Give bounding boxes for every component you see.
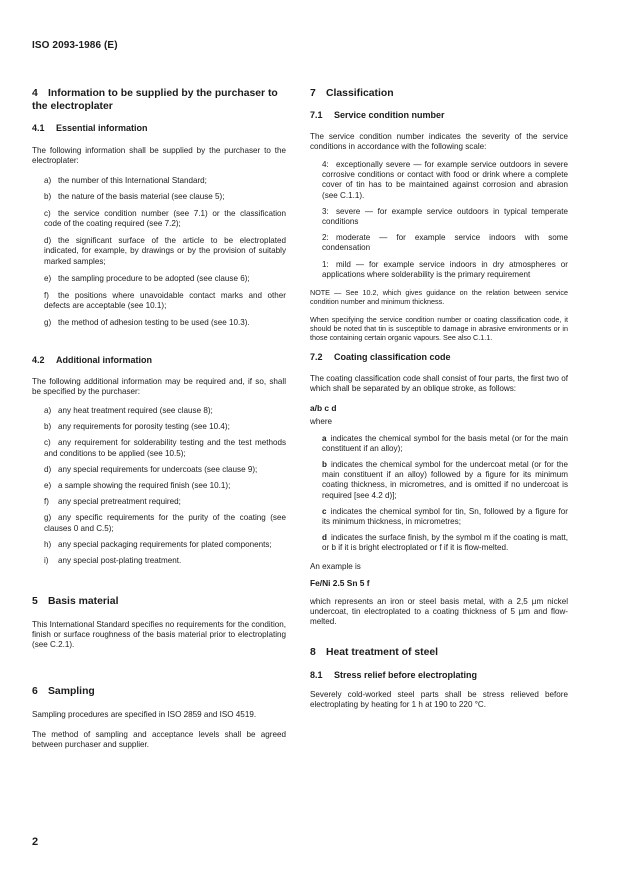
section-4-2-heading: 4.2 Additional information	[32, 354, 152, 365]
list-item: 2: moderate — for example service indoors with some condensation	[322, 233, 568, 253]
list-item: c) the service condition number (see 7.1) or the classification code of the coating required (see 7.2);	[44, 208, 286, 229]
list-item: 3: severe — for example service outdoors in typical temperate conditions	[322, 206, 568, 226]
section-6-p1: Sampling procedures are specified in ISO 2859 and ISO 4519.	[32, 709, 257, 719]
list-item: f) any special pretreatment required;	[44, 497, 181, 507]
definition-item: b indicates the chemical symbol for the undercoat metal (or for the main constituent if an alloy) followed by a figure for its minimum coating thickness, in micrometres, and is omitted if no undercoat is required [see 4.2 d)];	[322, 459, 568, 500]
list-item: e) a sample showing the required finish (see 10.1);	[44, 481, 231, 491]
section-7-2-intro: The coating classification code shall consist of four parts, the first two of which shall be separated by an oblique stroke, as follows:	[310, 373, 568, 394]
list-item: g) any specific requirements for the purity of the coating (see clauses 0 and C.5);	[44, 513, 286, 533]
section-7-1-note: NOTE — See 10.2, which gives guidance on the relation between service condition number and minimum thickness.	[310, 287, 568, 306]
example-intro: An example is	[310, 561, 361, 571]
list-item: d) the significant surface of the article to be electroplated indicated, for example, by drawings or by the provision of suitably marked samples;	[44, 236, 286, 266]
example-description: which represents an iron or steel basis metal, with a 2,5 µm nickel undercoat, tin electroplated to a coating thickness of 5 µm and flow-melted.	[310, 596, 568, 627]
section-8-heading: 8 Heat treatment of steel	[310, 647, 439, 659]
page-header: ISO 2093-1986 (E)	[32, 40, 118, 51]
service-condition-scale	[310, 160, 568, 280]
section-7-2-heading: 7.2 Coating classification code	[310, 351, 451, 362]
section-4-1-intro: The following information shall be supplied by the purchaser to the electroplater:	[32, 146, 286, 166]
section-6-heading: 6 Sampling	[32, 686, 95, 698]
section-4-2-intro: The following additional information may be required and, if so, shall be specified by the purchaser:	[32, 376, 286, 396]
section-7-1-note-2: When specifying the service condition number or coating classification code, it should be noted that tin is susceptible to damage in abrasive environments or in those containing certain organic vapours. See also C.1.1.	[310, 314, 568, 342]
section-8-1-heading: 8.1 Stress relief before electroplating	[310, 669, 478, 680]
list-item: h) any special packaging requirements for plated components;	[44, 539, 272, 549]
classification-code-format: a/b c d	[310, 403, 337, 414]
list-item: b) any requirements for porosity testing (see 10.4);	[44, 422, 230, 432]
list-item: a) the number of this International Standard;	[44, 176, 207, 186]
section-7-1-heading: 7.1 Service condition number	[310, 109, 445, 120]
list-item: a) any heat treatment required (see clause 8);	[44, 406, 213, 416]
section-8-1-body: Severely cold-worked steel parts shall be stress relieved before electroplating by heating for 1 h at 190 to 220 °C.	[310, 689, 568, 710]
section-5-heading: 5 Basis material	[32, 596, 119, 608]
definition-item: d indicates the surface finish, by the symbol m if the coating is matt, or b if it is bright electroplated or f if it is flow-melted.	[322, 533, 568, 553]
list-item: g) the method of adhesion testing to be used (see 10.3).	[44, 318, 250, 328]
additional-info-list	[32, 406, 286, 566]
where-label: where	[310, 417, 333, 427]
section-7-1-intro: The service condition number indicates the severity of the service conditions in accordance with the following scale:	[310, 131, 568, 151]
section-7-heading: 7 Classification	[310, 88, 394, 99]
code-definitions	[310, 434, 568, 554]
list-item: 4: exceptionally severe — for example service outdoors in severe corrosive conditions or contact with food or drink where a complete cover of tin has to be maintained against corrosion and abrasion (see C.1.1).	[322, 159, 568, 200]
definition-item: c indicates the chemical symbol for tin, Sn, followed by a figure for its minimum thickness, in micrometres;	[322, 506, 568, 526]
list-item: d) any special requirements for undercoats (see clause 9);	[44, 464, 258, 474]
list-item: b) the nature of the basis material (see clause 5);	[44, 191, 225, 201]
section-4-heading: 4 Information to be supplied by the purchaser to the electroplater	[32, 88, 278, 112]
page-number: 2	[32, 836, 39, 848]
example-code: Fe/Ni 2.5 Sn 5 f	[310, 577, 370, 588]
list-item: e) the sampling procedure to be adopted (see clause 6);	[44, 273, 250, 283]
list-item: 1: mild — for example service indoors in dry atmospheres or applications where solderability is the primary requirement	[322, 259, 568, 279]
list-item: f) the positions where unavoidable contact marks and other defects are acceptable (see 10.1);	[44, 291, 286, 311]
right-column	[310, 88, 568, 710]
list-item: c) any requirement for solderability testing and the test methods and conditions to be applied (see 10.5);	[44, 438, 286, 458]
left-column	[32, 88, 286, 751]
section-6-p2: The method of sampling and acceptance levels shall be agreed between purchaser and supplier.	[32, 730, 286, 750]
essential-info-list	[32, 176, 286, 328]
definition-item: a indicates the chemical symbol for the basis metal (or for the main constituent if an alloy);	[322, 433, 568, 453]
section-4-1-heading: 4.1 Essential information	[32, 123, 148, 133]
list-item: i) any special post-plating treatment.	[44, 556, 182, 566]
section-5-body: This International Standard specifies no requirements for the condition, finish or surface roughness of the basis material prior to electroplating (see C.2.1).	[32, 619, 286, 650]
